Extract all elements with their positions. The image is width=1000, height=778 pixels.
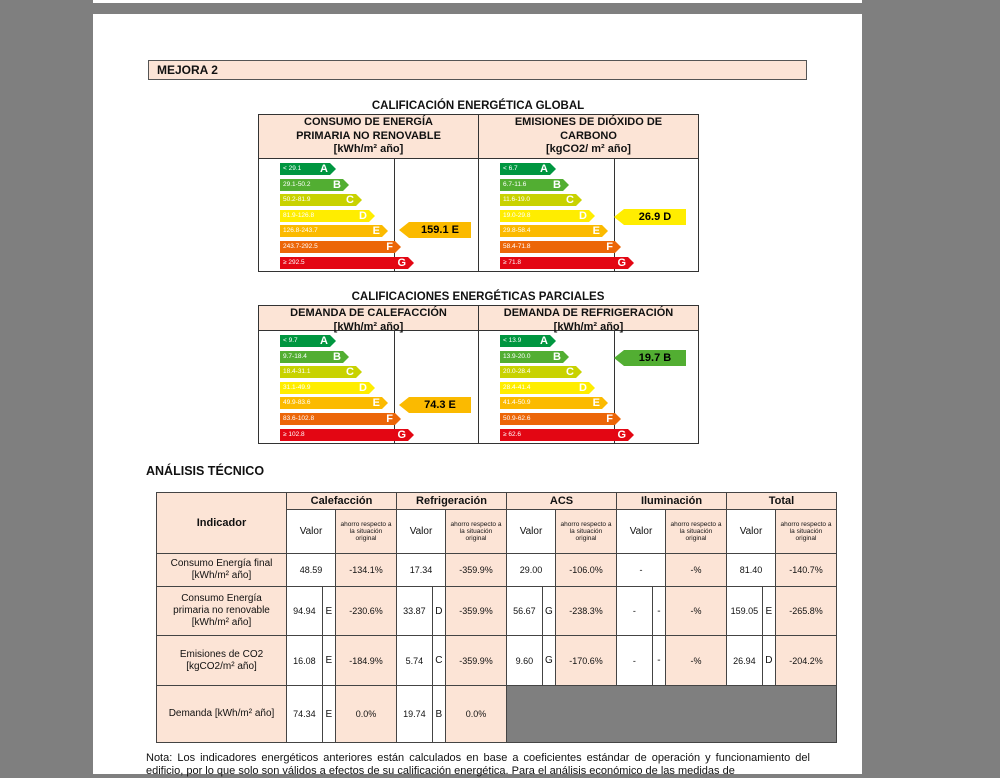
valor-header: Valor [507, 510, 556, 554]
global-col1-line3: [kWh/m² año] [333, 143, 404, 155]
global-col1-bar-E [280, 225, 382, 237]
technical-analysis-table [156, 492, 837, 743]
global-col2-line1: EMISIONES DE DIÓXIDO DE [514, 116, 663, 128]
cell-value: - [617, 587, 653, 636]
row-label: Demanda [kWh/m² año] [157, 686, 287, 743]
parciales-col2-bar-range: ≥ 62.6 [503, 430, 522, 438]
global-rating-title: CALIFICACIÓN ENERGÉTICA GLOBAL [371, 100, 585, 112]
parciales-col2-bar-range: 20.0-28.4 [503, 368, 531, 376]
global-col2-header [479, 115, 698, 159]
cell-value: 5.74 [397, 636, 433, 686]
ahorro-header: ahorro respecto a la situación original [336, 510, 397, 554]
global-col1-bar-F [280, 241, 395, 253]
parciales-col2-bar-letter: G [617, 428, 626, 441]
global-col1-bar-range: 243.7-292.5 [283, 243, 318, 250]
parciales-col1-bar-range: 18.4-31.1 [283, 368, 311, 376]
group-header: Refrigeración [397, 493, 507, 510]
cell-value: 16.08 [287, 636, 323, 686]
global-col1-bar-C [280, 194, 356, 206]
table-row [157, 587, 837, 636]
cell-letter: C [432, 636, 445, 686]
valor-header: Valor [397, 510, 446, 554]
cell-ahorro: -204.2% [776, 636, 837, 686]
parciales-col1-bar-letter: E [372, 397, 380, 410]
parciales-col1-bar-letter: A [320, 335, 328, 347]
cell-letter: D [432, 587, 445, 636]
cell-value: 29.00 [507, 554, 556, 587]
global-col1-line1: CONSUMO DE ENERGÍA [304, 116, 433, 128]
parciales-col1-value-area [395, 331, 479, 443]
global-col2-bar-C [500, 194, 576, 206]
parciales-col2-header [479, 306, 698, 331]
parciales-col2-bar-letter: B [553, 350, 561, 363]
parciales-col1-bar-letter: B [333, 350, 341, 363]
partial-rating-title: CALIFICACIONES ENERGÉTICAS PARCIALES [351, 291, 605, 303]
parciales-col1-bar-range: < 9.7 [283, 337, 298, 344]
cell-value: 94.94 [287, 587, 323, 636]
cell-value: 56.67 [507, 587, 543, 636]
row-label: Emisiones de CO2 [kgCO2/m² año] [157, 636, 287, 686]
group-header: Calefacción [287, 493, 397, 510]
parciales-col2-bar-D [500, 382, 589, 394]
parciales-col1-bar-G [280, 429, 408, 441]
parciales-col1-bar-range: ≥ 102.8 [283, 430, 305, 438]
parciales-col1-bar-B [280, 351, 343, 363]
cell-ahorro: -359.9% [446, 636, 507, 686]
global-col2-line2: CARBONO [560, 129, 617, 142]
cell-letter: B [432, 686, 445, 743]
parciales-col2-bar-range: < 13.9 [503, 337, 522, 344]
parciales-col2-rating-arrow: 19.7 B [624, 350, 686, 366]
parciales-col2-line1: DEMANDA DE REFRIGERACIÓN [503, 307, 674, 319]
cell-value: - [617, 554, 666, 587]
table-row [157, 554, 837, 587]
cell-ahorro: -230.6% [336, 587, 397, 636]
group-header: Iluminación [617, 493, 727, 510]
table-row [157, 686, 837, 743]
global-col1-bar-letter: F [386, 241, 393, 253]
parciales-col1-bar-letter: G [397, 428, 406, 441]
parciales-col1-bar-letter: D [359, 381, 367, 394]
cell-ahorro: -265.8% [776, 587, 837, 636]
global-col1-value-area [395, 159, 479, 271]
global-col2-bar-letter: G [617, 256, 626, 269]
global-col2-bar-G [500, 257, 628, 269]
parciales-col1-line1: DEMANDA DE CALEFACCIÓN [290, 307, 447, 319]
global-col2-rating-arrow: 26.9 D [624, 209, 686, 225]
cell-letter: G [542, 636, 555, 686]
parciales-col1-bar-range: 83.6-102.8 [283, 415, 315, 422]
parciales-col1-bar-E [280, 397, 382, 409]
valor-header: Valor [727, 510, 776, 554]
cell-value: 33.87 [397, 587, 433, 636]
global-col1-bar-range: 126.8-243.7 [283, 227, 318, 235]
global-col1-bar-letter: B [333, 178, 341, 191]
global-col1-bar-letter: G [397, 256, 406, 269]
global-col1-bar-range: < 29.1 [283, 165, 302, 172]
global-col1-bar-letter: A [320, 163, 328, 175]
global-col1-bar-letter: D [359, 209, 367, 222]
cell-letter: E [322, 686, 335, 743]
cell-ahorro: -170.6% [556, 636, 617, 686]
document-page [93, 14, 862, 777]
parciales-col2-bar-letter: A [540, 335, 548, 347]
cell-value: 9.60 [507, 636, 543, 686]
global-col1-bar-G [280, 257, 408, 269]
page-top-edge [93, 0, 862, 3]
cell-ahorro: 0.0% [336, 686, 397, 743]
parciales-col1-bar-C [280, 366, 356, 378]
ahorro-header: ahorro respecto a la situación original [666, 510, 727, 554]
global-col1-bar-range: ≥ 292.5 [283, 258, 305, 266]
parciales-col1-header [259, 306, 479, 331]
empty-gray-cell [507, 686, 837, 743]
table-row [157, 636, 837, 686]
parciales-col1-line2: [kWh/m² año] [333, 320, 404, 333]
global-col1-bar-range: 29.1-50.2 [283, 180, 311, 188]
parciales-col1-bar-range: 9.7-18.4 [283, 352, 307, 360]
ahorro-header: ahorro respecto a la situación original [776, 510, 837, 554]
global-col2-bar-A [500, 163, 550, 175]
cell-ahorro: -106.0% [556, 554, 617, 587]
global-col2-bar-letter: D [579, 209, 587, 222]
indicador-header: Indicador [157, 493, 287, 554]
row-label: Consumo Energía primaria no renovable [kWh/m² año] [157, 587, 287, 636]
group-header: Total [727, 493, 837, 510]
parciales-col2-bar-range: 50.9-62.6 [503, 415, 531, 422]
valor-header: Valor [287, 510, 336, 554]
parciales-col1-bar-F [280, 413, 395, 425]
cell-ahorro: -134.1% [336, 554, 397, 587]
parciales-col2-bar-letter: D [579, 381, 587, 394]
parciales-col2-line2: [kWh/m² año] [553, 320, 624, 333]
parciales-col2-bar-F [500, 413, 615, 425]
parciales-col2-bar-range: 41.4-50.9 [503, 399, 531, 407]
valor-header: Valor [617, 510, 666, 554]
cell-letter: D [762, 636, 775, 686]
parciales-col1-bar-letter: F [386, 413, 393, 425]
global-col2-bar-letter: C [566, 194, 574, 207]
global-col2-bar-letter: F [606, 241, 613, 253]
cell-value: 48.59 [287, 554, 336, 587]
parciales-col2-bar-C [500, 366, 576, 378]
cell-value: 19.74 [397, 686, 433, 743]
global-col2-bar-letter: B [553, 178, 561, 191]
global-col1-bar-letter: E [372, 225, 380, 238]
ahorro-header: ahorro respecto a la situación original [556, 510, 617, 554]
cell-value: 81.40 [727, 554, 776, 587]
parciales-col1-bar-range: 49.9-83.6 [283, 399, 311, 407]
cell-letter: E [762, 587, 775, 636]
analisis-title: ANÁLISIS TÉCNICO [146, 464, 265, 478]
parciales-col2-bar-B [500, 351, 563, 363]
cell-letter: - [652, 636, 665, 686]
parciales-col2-bar-G [500, 429, 628, 441]
partial-rating-box [258, 305, 699, 444]
global-col2-bar-range: 19.0-29.8 [503, 211, 531, 219]
global-col2-line3: [kgCO2/ m² año] [546, 143, 631, 155]
cell-letter: - [652, 587, 665, 636]
global-col1-bar-A [280, 163, 330, 175]
cell-value: - [617, 636, 653, 686]
global-col1-bar-B [280, 179, 343, 191]
cell-ahorro: -184.9% [336, 636, 397, 686]
parciales-col1-bar-D [280, 382, 369, 394]
cell-value: 159.05 [727, 587, 763, 636]
note-text: Nota: Los indicadores energéticos anteriores están calculados en base a coeficientes estándar de operación y funcionamiento del edificio, por lo que solo son válidos a efectos de su calificación energética. Para el análisis económico de las medidas de [146, 752, 810, 777]
global-col2-bar-range: 6.7-11.6 [503, 180, 527, 188]
global-col1-rating-arrow: 159.1 E [409, 222, 471, 238]
ahorro-header: ahorro respecto a la situación original [446, 510, 507, 554]
section-title: MEJORA 2 [148, 60, 807, 80]
parciales-col2-bar-letter: C [566, 366, 574, 379]
global-col2-bar-range: 29.8-58.4 [503, 227, 531, 235]
global-col1-bar-letter: C [346, 194, 354, 207]
global-col1-bar-D [280, 210, 369, 222]
group-header: ACS [507, 493, 617, 510]
global-col1-header [259, 115, 479, 159]
parciales-col2-bar-range: 13.9-20.0 [503, 352, 531, 360]
cell-letter: E [322, 587, 335, 636]
cell-letter: G [542, 587, 555, 636]
global-col2-bar-F [500, 241, 615, 253]
parciales-col2-bar-E [500, 397, 602, 409]
parciales-col2-bar-letter: E [592, 397, 600, 410]
cell-ahorro: -% [666, 554, 727, 587]
cell-value: 17.34 [397, 554, 446, 587]
cell-ahorro: -140.7% [776, 554, 837, 587]
parciales-col2-bar-range: 28.4-41.4 [503, 383, 531, 391]
parciales-col2-bar-letter: F [606, 413, 613, 425]
parciales-col1-rating-arrow: 74.3 E [409, 397, 471, 413]
global-col2-bar-range: < 6.7 [503, 165, 518, 172]
parciales-col1-bar-range: 31.1-49.9 [283, 383, 311, 391]
global-col1-bar-range: 81.9-126.8 [283, 211, 315, 219]
global-col2-bar-D [500, 210, 589, 222]
parciales-col2-bar-A [500, 335, 550, 347]
global-col2-bar-range: 58.4-71.8 [503, 243, 531, 250]
cell-ahorro: -% [666, 636, 727, 686]
row-label: Consumo Energía final [kWh/m² año] [157, 554, 287, 587]
cell-value: 26.94 [727, 636, 763, 686]
cell-ahorro: -359.9% [446, 554, 507, 587]
global-col2-bar-E [500, 225, 602, 237]
cell-ahorro: -% [666, 587, 727, 636]
global-col2-bar-letter: A [540, 163, 548, 175]
parciales-col1-bar-A [280, 335, 330, 347]
cell-ahorro: -238.3% [556, 587, 617, 636]
cell-ahorro: 0.0% [446, 686, 507, 743]
global-col1-line2: PRIMARIA NO RENOVABLE [296, 129, 441, 142]
global-col2-bar-letter: E [592, 225, 600, 238]
parciales-col1-bar-letter: C [346, 366, 354, 379]
global-col2-bar-range: 11.6-19.0 [503, 196, 530, 204]
table-header-row [157, 493, 837, 510]
global-col1-bar-range: 50.2-81.9 [283, 196, 311, 204]
global-rating-box [258, 114, 699, 272]
global-col2-bar-B [500, 179, 563, 191]
cell-letter: E [322, 636, 335, 686]
cell-ahorro: -359.9% [446, 587, 507, 636]
global-col2-bar-range: ≥ 71.8 [503, 258, 522, 266]
cell-value: 74.34 [287, 686, 323, 743]
